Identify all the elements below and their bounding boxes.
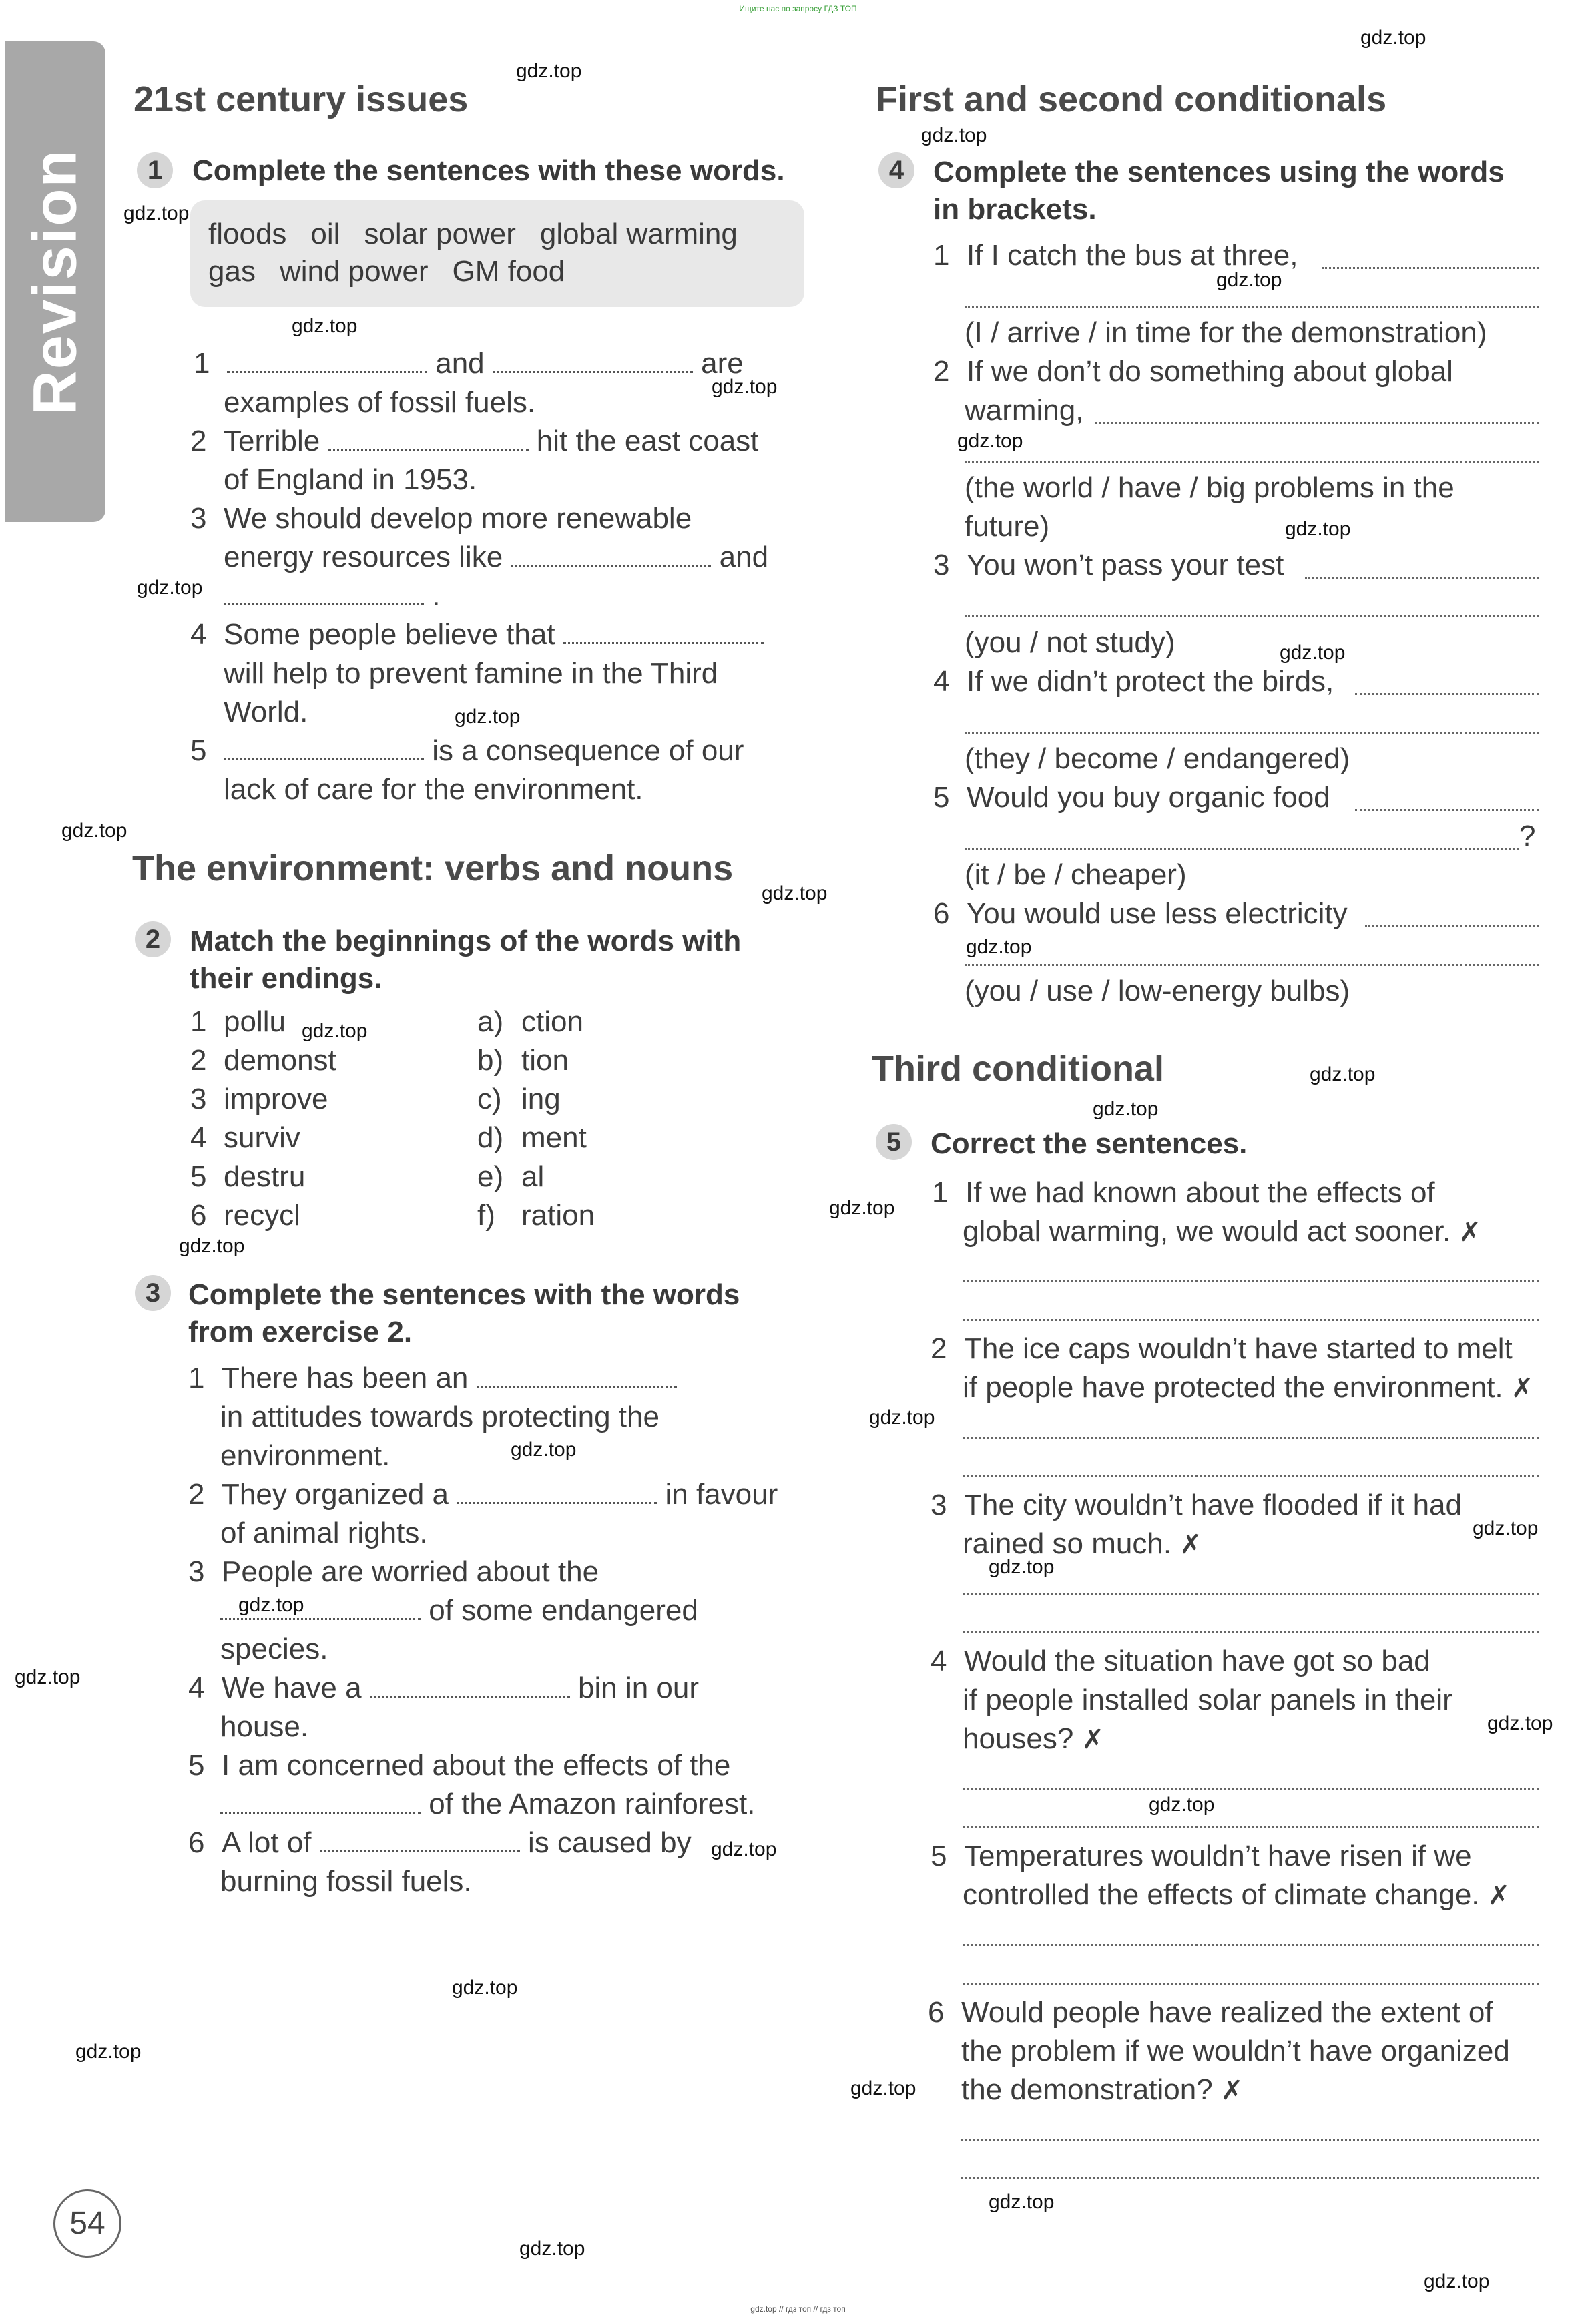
watermark: gdz.top — [957, 430, 1023, 452]
answer-line[interactable] — [963, 1983, 1539, 1985]
word: gas — [208, 255, 256, 288]
ex5-item-2-cont: if people have protected the environment. ✗ — [963, 1371, 1534, 1404]
answer-line[interactable] — [961, 2139, 1539, 2141]
watermark: gdz.top — [989, 1556, 1055, 1578]
word: solar power — [364, 218, 516, 250]
answer-blank[interactable] — [370, 1674, 570, 1698]
watermark: gdz.top — [1487, 1712, 1553, 1734]
match-left-item: 4 surviv — [190, 1121, 300, 1154]
bottom-note: gdz.top // гдз топ // гдз топ — [750, 2304, 846, 2314]
section-title-verbs-nouns: The environment: verbs and nouns — [132, 848, 734, 888]
ex3-item-6: 6 A lot of is caused by — [188, 1826, 692, 1859]
match-right-item: d) ment — [477, 1121, 587, 1154]
ex4-item-4: 4 If we didn’t protect the birds, — [933, 665, 1334, 698]
watermark: gdz.top — [1149, 1794, 1215, 1816]
answer-line[interactable] — [1305, 577, 1539, 579]
cross-mark-icon: ✗ — [1487, 1881, 1511, 1910]
answer-line[interactable] — [963, 1826, 1539, 1828]
ex5-item-4: 4 Would the situation have got so bad — [930, 1645, 1430, 1677]
answer-line[interactable] — [963, 1437, 1539, 1439]
ex5-item-4-cont: if people installed solar panels in their — [963, 1684, 1452, 1716]
watermark: gdz.top — [966, 936, 1032, 958]
watermark: gdz.top — [292, 315, 358, 337]
ex1-item-5-cont: lack of care for the environment. — [224, 773, 643, 806]
answer-line[interactable] — [963, 1944, 1539, 1946]
match-right-item: b) tion — [477, 1044, 569, 1077]
word-box-line-1 — [208, 218, 762, 251]
ex5-item-2: 2 The ice caps wouldn’t have started to melt — [930, 1332, 1513, 1365]
answer-line[interactable] — [963, 1319, 1539, 1321]
ex4-item-2-hint: (the world / have / big problems in the — [965, 471, 1454, 504]
exercise-5-number: 5 — [876, 1124, 912, 1160]
ex3-item-2-cont: of animal rights. — [220, 1517, 428, 1549]
cross-mark-icon: ✗ — [1081, 1725, 1105, 1754]
exercise-5-instruction: Correct the sentences. — [930, 1127, 1248, 1160]
watermark: gdz.top — [1473, 1517, 1539, 1539]
watermark: gdz.top — [455, 706, 521, 728]
ex4-item-2-cont: warming, — [965, 394, 1084, 427]
answer-line[interactable] — [1322, 267, 1539, 269]
watermark: gdz.top — [302, 1020, 368, 1042]
ex5-item-5: 5 Temperatures wouldn’t have risen if we — [930, 1840, 1472, 1872]
answer-line[interactable] — [965, 461, 1539, 463]
exercise-4-instruction-l1: Complete the sentences using the words — [933, 156, 1505, 188]
answer-blank[interactable] — [227, 350, 427, 373]
ex5-item-1: 1 If we had known about the effects of — [932, 1176, 1435, 1209]
watermark: gdz.top — [516, 60, 582, 82]
cross-mark-icon: ✗ — [1458, 1218, 1482, 1247]
side-tab-label: Revision — [21, 148, 89, 415]
answer-line[interactable] — [965, 848, 1519, 850]
top-note: Ищите нас по запросу ГДЗ ТОП — [739, 4, 857, 13]
watermark: gdz.top — [762, 882, 828, 905]
match-right-item: e) al — [477, 1160, 545, 1193]
word-box-line-2 — [208, 255, 589, 288]
cross-mark-icon: ✗ — [1220, 2076, 1244, 2105]
word: wind power — [279, 255, 429, 288]
answer-blank[interactable] — [224, 737, 424, 760]
watermark: gdz.top — [452, 1977, 518, 1999]
section-title-21st-century: 21st century issues — [134, 79, 469, 119]
word: floods — [208, 218, 287, 250]
answer-line[interactable] — [963, 1631, 1539, 1633]
watermark: gdz.top — [869, 1406, 935, 1429]
answer-blank[interactable] — [493, 350, 693, 373]
ex3-item-1: 1 There has been an — [188, 1359, 677, 1398]
answer-blank[interactable] — [563, 621, 764, 644]
watermark: gdz.top — [238, 1594, 304, 1616]
ex3-item-3-end: species. — [220, 1633, 328, 1665]
ex3-item-4-cont: house. — [220, 1710, 309, 1743]
ex4-item-2: 2 If we don’t do something about global — [933, 355, 1453, 388]
watermark: gdz.top — [519, 2238, 585, 2260]
exercise-3-number: 3 — [135, 1275, 171, 1311]
match-left-item: 2 demonst — [190, 1044, 336, 1077]
watermark: gdz.top — [1424, 2270, 1490, 2292]
watermark: gdz.top — [123, 202, 190, 224]
ex5-item-5-cont: controlled the effects of climate change. ✗ — [963, 1878, 1511, 1911]
ex4-item-1-hint: (I / arrive / in time for the demonstration) — [965, 316, 1487, 349]
match-right-item: f) ration — [477, 1199, 595, 1232]
ex3-item-5: 5 I am concerned about the effects of the — [188, 1749, 731, 1782]
page-number: 54 — [53, 2189, 121, 2258]
watermark: gdz.top — [989, 2191, 1055, 2213]
ex1-item-1-cont: examples of fossil fuels. — [224, 386, 536, 419]
ex3-item-2: 2 They organized a in favour — [188, 1478, 778, 1511]
ex5-item-3-cont: rained so much. ✗ — [963, 1527, 1202, 1560]
answer-line[interactable] — [963, 1788, 1539, 1790]
word-box — [190, 200, 804, 307]
answer-line[interactable] — [965, 964, 1539, 966]
ex1-item-3: 3 We should develop more renewable — [190, 502, 692, 535]
watermark: gdz.top — [511, 1439, 577, 1461]
ex1-item-4-cont: will help to prevent famine in the Third — [224, 657, 718, 690]
answer-line[interactable] — [965, 615, 1539, 617]
word: GM food — [452, 255, 565, 288]
match-right-item: c) ing — [477, 1083, 561, 1115]
answer-line[interactable] — [1095, 422, 1539, 424]
cross-mark-icon: ✗ — [1179, 1530, 1202, 1559]
exercise-1-instruction: Complete the sentences with these words. — [192, 154, 785, 187]
answer-blank[interactable] — [320, 1829, 520, 1852]
exercise-2-instruction-l1: Match the beginnings of the words with — [190, 925, 742, 957]
watermark: gdz.top — [829, 1197, 895, 1219]
answer-line[interactable] — [1355, 693, 1539, 695]
answer-line[interactable] — [1365, 925, 1539, 927]
watermark: gdz.top — [921, 124, 987, 146]
ex1-item-3-cont: energy resources like and — [224, 541, 769, 573]
match-right-list — [477, 1005, 595, 1238]
watermark: gdz.top — [1285, 518, 1351, 540]
answer-blank[interactable] — [224, 582, 424, 605]
ex4-item-4-hint: (they / become / endangered) — [965, 742, 1350, 775]
watermark: gdz.top — [61, 820, 127, 842]
watermark: gdz.top — [1310, 1063, 1376, 1085]
ex3-item-4: 4 We have a bin in our — [188, 1671, 700, 1704]
match-left-item: 3 improve — [190, 1083, 328, 1115]
match-left-item: 6 recycl — [190, 1199, 300, 1232]
watermark: gdz.top — [1280, 641, 1346, 664]
ex1-item-3-end: . — [224, 577, 440, 615]
ex3-item-1-end: environment. — [220, 1439, 390, 1472]
ex3-item-3: 3 People are worried about the — [188, 1555, 599, 1588]
answer-blank[interactable] — [457, 1481, 657, 1504]
watermark: gdz.top — [1360, 27, 1426, 49]
match-left-item: 1 pollu — [190, 1005, 286, 1038]
answer-line[interactable] — [963, 1593, 1539, 1595]
answer-line[interactable] — [963, 1280, 1539, 1282]
ex3-item-1-cont: in attitudes towards protecting the — [220, 1400, 659, 1433]
answer-line[interactable] — [963, 1475, 1539, 1477]
ex4-item-3: 3 You won’t pass your test — [933, 549, 1284, 581]
ex4-item-3-hint: (you / not study) — [965, 626, 1175, 659]
question-mark: ? — [1519, 820, 1536, 852]
ex5-item-6-cont: the problem if we wouldn’t have organized — [961, 2035, 1510, 2067]
cross-mark-icon: ✗ — [1511, 1374, 1534, 1403]
ex3-item-6-cont: burning fossil fuels. — [220, 1865, 472, 1898]
ex1-item-5: 5 is a consequence of our — [190, 734, 744, 767]
exercise-4-number: 4 — [878, 152, 914, 188]
ex1-item-1: 1 and are — [194, 347, 744, 380]
match-left-item: 5 destru — [190, 1160, 306, 1193]
answer-blank[interactable] — [328, 427, 529, 451]
watermark: gdz.top — [137, 577, 203, 599]
ex5-item-6-end: the demonstration? ✗ — [961, 2073, 1244, 2106]
watermark: gdz.top — [15, 1666, 81, 1688]
watermark: gdz.top — [179, 1235, 245, 1257]
answer-line[interactable] — [965, 732, 1539, 734]
ex5-item-3: 3 The city wouldn’t have flooded if it had — [930, 1489, 1462, 1521]
exercise-1-number: 1 — [137, 152, 173, 188]
word: global warming — [539, 218, 738, 250]
section-title-conditionals: First and second conditionals — [876, 79, 1387, 119]
answer-line[interactable] — [961, 2177, 1539, 2179]
answer-blank[interactable] — [220, 1790, 421, 1814]
section-title-third-conditional: Third conditional — [872, 1049, 1164, 1089]
watermark: gdz.top — [75, 2041, 142, 2063]
ex1-item-2-cont: of England in 1953. — [224, 463, 477, 496]
watermark: gdz.top — [712, 376, 778, 398]
answer-blank[interactable] — [477, 1364, 677, 1388]
ex5-item-6: 6 Would people have realized the extent of — [928, 1996, 1493, 2029]
ex3-item-5-cont: of the Amazon rainforest. — [220, 1785, 755, 1824]
ex5-item-1-cont: global warming, we would act sooner. ✗ — [963, 1215, 1482, 1248]
answer-blank[interactable] — [511, 543, 711, 567]
exercise-3-instruction-l2: from exercise 2. — [188, 1316, 413, 1348]
ex1-item-4-end: World. — [224, 696, 308, 728]
ex4-item-5-hint: (it / be / cheaper) — [965, 858, 1187, 891]
ex4-item-6: 6 You would use less electricity — [933, 897, 1348, 930]
exercise-4-instruction-l2: in brackets. — [933, 193, 1097, 226]
watermark: gdz.top — [711, 1838, 777, 1860]
ex4-item-5: 5 Would you buy organic food — [933, 781, 1330, 814]
exercise-3-instruction-l1: Complete the sentences with the words — [188, 1278, 740, 1311]
match-right-item: a) ction — [477, 1005, 583, 1038]
ex5-item-4-end: houses? ✗ — [963, 1722, 1105, 1755]
word: oil — [310, 218, 340, 250]
ex1-item-4: 4 Some people believe that — [190, 615, 764, 654]
ex4-item-1: 1 If I catch the bus at three, — [933, 239, 1298, 272]
exercise-2-number: 2 — [135, 921, 171, 957]
exercise-2-instruction-l2: their endings. — [190, 962, 382, 995]
watermark: gdz.top — [850, 2077, 916, 2099]
ex4-item-6-hint: (you / use / low-energy bulbs) — [965, 975, 1350, 1007]
watermark: gdz.top — [1216, 269, 1282, 291]
watermark: gdz.top — [1093, 1098, 1159, 1120]
side-tab — [5, 41, 105, 522]
ex1-item-2: 2 Terrible hit the east coast — [190, 425, 759, 457]
ex4-item-2-hint-end: future) — [965, 510, 1050, 543]
ex3-item-3-cont: of some endangered — [220, 1591, 698, 1630]
answer-line[interactable] — [1355, 809, 1539, 811]
answer-line[interactable] — [965, 306, 1539, 308]
